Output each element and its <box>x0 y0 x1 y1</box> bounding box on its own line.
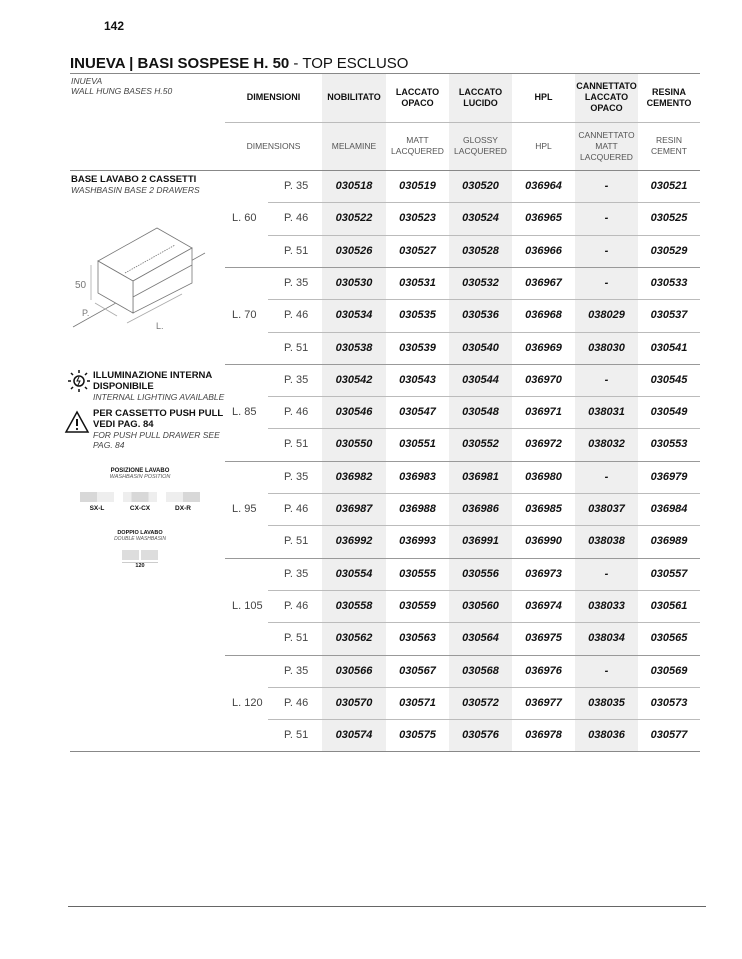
column-header-en: MELAMINE <box>331 140 377 151</box>
article-code: 038036 <box>588 729 625 742</box>
article-code: 030527 <box>399 244 436 257</box>
article-code: 036989 <box>650 535 688 548</box>
article-code: 036977 <box>525 696 562 709</box>
article-code: 030546 <box>335 406 373 419</box>
article-code: 036980 <box>525 470 562 483</box>
article-code: 036984 <box>650 503 688 515</box>
column-header-en: HPL <box>535 140 552 151</box>
article-code: 030563 <box>399 632 436 645</box>
position-option-dx: DX-R <box>175 505 191 512</box>
position-dx-diagram <box>166 492 200 502</box>
article-code: 030524 <box>462 212 499 225</box>
article-code: 030539 <box>399 341 436 354</box>
article-code: 038038 <box>588 535 625 548</box>
article-code: - <box>604 212 609 225</box>
column-header-it: RESINA CEMENTO <box>646 86 692 108</box>
article-code: 036968 <box>525 309 562 322</box>
article-code: 030566 <box>335 664 373 677</box>
article-code: 030547 <box>399 406 436 419</box>
article-code: - <box>604 567 609 580</box>
depth-label: P. 51 <box>284 729 309 742</box>
article-code: 038031 <box>588 406 625 419</box>
article-code: 030551 <box>399 438 436 451</box>
article-code: 030518 <box>335 180 373 192</box>
column-header-en: CANNETTATO MATT LACQUERED <box>578 129 635 162</box>
article-code: 030569 <box>650 664 688 677</box>
position-cx-diagram <box>123 492 157 502</box>
depth-label: P. 51 <box>284 244 309 257</box>
article-code: - <box>604 664 609 677</box>
article-code: 030531 <box>399 276 436 289</box>
series-name: INUEVA <box>71 76 103 86</box>
article-code: - <box>604 373 609 386</box>
article-code: 036987 <box>335 503 373 515</box>
article-code: 036981 <box>462 470 499 483</box>
article-code: 030537 <box>650 309 688 322</box>
double-width: 120 <box>122 562 158 569</box>
article-code: 036965 <box>525 212 562 225</box>
article-code: 036991 <box>462 535 499 548</box>
position-sx-diagram <box>80 492 114 502</box>
article-code: 030521 <box>650 180 688 192</box>
article-code: 036975 <box>525 632 562 645</box>
article-code: 030555 <box>399 567 436 580</box>
article-code: 030570 <box>335 696 373 709</box>
depth-label: P. 46 <box>284 212 309 225</box>
depth-label: P. 35 <box>284 180 309 192</box>
width-label: L. 105 <box>232 600 263 613</box>
depth-label: P. 51 <box>284 438 309 451</box>
warning-icon <box>64 410 90 439</box>
article-code: 030564 <box>462 632 499 645</box>
footer-rule <box>68 906 706 907</box>
depth-label: P. 46 <box>284 406 309 419</box>
article-code: 036976 <box>525 664 562 677</box>
article-code: 030545 <box>650 373 688 386</box>
page-title <box>70 55 408 72</box>
article-code: 038033 <box>588 599 625 612</box>
depth-label: P. 51 <box>284 341 309 354</box>
push-pull-note-sub: FOR PUSH PULL DRAWER SEE PAG. 84 <box>93 430 220 450</box>
column-header-en: DIMENSIONS <box>246 140 301 151</box>
article-code: 036964 <box>525 180 562 192</box>
article-code: 030543 <box>399 373 436 386</box>
article-code: 030536 <box>462 309 499 322</box>
depth-label: P. 35 <box>284 664 309 677</box>
lighting-note-sub: INTERNAL LIGHTING AVAILABLE <box>93 392 225 402</box>
article-code: 036970 <box>525 373 562 386</box>
width-label: L. 120 <box>232 696 263 709</box>
width-label: L. 60 <box>232 212 257 225</box>
page-number: 142 <box>104 19 125 33</box>
depth-label: P. <box>82 308 90 318</box>
article-code: 030571 <box>399 696 436 709</box>
article-code: 030552 <box>462 438 499 451</box>
article-code: 036990 <box>525 535 562 548</box>
position-option-sx: SX-L <box>89 505 105 512</box>
article-code: 036985 <box>525 503 562 515</box>
article-code: 036982 <box>335 470 373 483</box>
position-title: POSIZIONE LAVABO <box>110 468 170 474</box>
depth-label: P. 35 <box>284 567 309 580</box>
article-code: 030541 <box>650 341 688 354</box>
product-name-en: WASHBASIN BASE 2 DRAWERS <box>71 185 200 195</box>
lighting-note-title: ILLUMINAZIONE INTERNA DISPONIBILE <box>93 370 212 392</box>
article-code: 036967 <box>525 276 562 289</box>
article-code: 030538 <box>335 341 373 354</box>
header-divider <box>225 122 700 123</box>
title-suffix: - TOP ESCLUSO <box>289 55 409 72</box>
article-code: 038035 <box>588 696 625 709</box>
article-code: 030519 <box>399 180 436 192</box>
article-code: 030532 <box>462 276 499 289</box>
depth-label: P. 35 <box>284 276 309 289</box>
article-code: 038030 <box>588 341 625 354</box>
article-code: 036974 <box>525 599 562 612</box>
depth-label: P. 46 <box>284 696 309 709</box>
article-code: 030558 <box>335 599 373 612</box>
height-label: 50 <box>75 280 87 291</box>
light-icon <box>66 369 96 393</box>
article-code: 030526 <box>335 244 373 257</box>
article-code: 036973 <box>525 567 562 580</box>
position-sub: WASHBASIN POSITION <box>109 474 171 480</box>
double-title: DOPPIO LAVABO <box>117 530 163 536</box>
depth-label: P. 46 <box>284 309 309 322</box>
depth-label: P. 35 <box>284 373 309 386</box>
article-code: 038034 <box>588 632 625 645</box>
series-name-en: WALL HUNG BASES H.50 <box>71 86 173 96</box>
push-pull-note-title: PER CASSETTO PUSH PULL VEDI PAG. 84 <box>93 408 224 430</box>
article-code: 030525 <box>650 212 688 225</box>
article-code: 036988 <box>399 503 436 515</box>
cabinet-drawing <box>65 205 225 335</box>
article-code: 030520 <box>462 180 499 192</box>
article-code: 030528 <box>462 244 499 257</box>
article-code: 036978 <box>525 729 562 742</box>
article-code: 030554 <box>335 567 373 580</box>
article-code: 030550 <box>335 438 373 451</box>
article-code: 036969 <box>525 341 562 354</box>
article-code: 030560 <box>462 599 499 612</box>
width-label: L. 70 <box>232 309 257 322</box>
article-code: 030576 <box>462 729 499 742</box>
article-code: 030557 <box>650 567 688 580</box>
article-code: 036986 <box>462 503 499 515</box>
column-header-en: GLOSSY LACQUERED <box>454 135 507 156</box>
article-code: 030556 <box>462 567 499 580</box>
column-header-it: NOBILITATO <box>327 92 381 102</box>
article-code: 036979 <box>650 470 688 483</box>
article-code: - <box>604 276 609 289</box>
article-code: 038032 <box>588 438 625 451</box>
article-code: 030542 <box>335 373 373 386</box>
column-header-it: HPL <box>534 92 553 102</box>
article-code: 036966 <box>525 244 562 257</box>
article-code: 030548 <box>462 406 499 419</box>
article-code: - <box>604 470 609 483</box>
washbasin-position <box>80 468 200 512</box>
depth-label: P. 51 <box>284 535 309 548</box>
article-code: 030573 <box>650 696 688 709</box>
article-code: 030553 <box>650 438 688 451</box>
article-code: 030533 <box>650 276 688 289</box>
lighting-note <box>93 370 228 402</box>
article-code: 038029 <box>588 309 625 322</box>
article-code: 036993 <box>399 535 436 548</box>
article-code: 030572 <box>462 696 499 709</box>
article-code: 030575 <box>399 729 436 742</box>
push-pull-note <box>93 408 228 450</box>
article-code: 036983 <box>399 470 436 483</box>
article-code: 030529 <box>650 244 688 257</box>
article-code: 030567 <box>399 664 436 677</box>
article-code: 030535 <box>399 309 436 322</box>
column-header-en: RESIN CEMENT <box>651 135 687 156</box>
column-header-it: LACCATO OPACO <box>395 86 440 108</box>
article-code: 030549 <box>650 406 688 419</box>
article-code: 036992 <box>335 535 373 548</box>
series-label <box>71 76 172 96</box>
product-label <box>71 174 200 195</box>
article-code: - <box>604 244 609 257</box>
article-code: 030568 <box>462 664 499 677</box>
column-header-it: CANNETTATO LACCATO OPACO <box>576 81 637 113</box>
depth-label: P. 46 <box>284 503 309 515</box>
article-code: 030544 <box>462 373 499 386</box>
article-code: 030562 <box>335 632 373 645</box>
depth-label: P. 51 <box>284 632 309 645</box>
depth-label: P. 35 <box>284 470 309 483</box>
table-bottom-rule <box>70 751 700 752</box>
width-label: L. <box>156 321 164 331</box>
width-label: L. 85 <box>232 406 257 419</box>
double-washbasin <box>100 530 180 569</box>
article-code: 030574 <box>335 729 373 742</box>
article-code: 030534 <box>335 309 373 322</box>
article-code: - <box>604 180 609 192</box>
article-code: 030577 <box>650 729 688 742</box>
column-header-en: MATT LACQUERED <box>391 135 444 156</box>
article-code: 038037 <box>588 503 625 515</box>
article-code: 030561 <box>650 599 688 612</box>
article-code: 030559 <box>399 599 436 612</box>
position-option-cx: CX-CX <box>129 505 151 512</box>
article-code: 030540 <box>462 341 499 354</box>
article-code: 036971 <box>525 406 562 419</box>
product-name: BASE LAVABO 2 CASSETTI <box>71 174 197 185</box>
article-code: 030522 <box>335 212 373 225</box>
width-label: L. 95 <box>232 503 257 516</box>
article-code: 030530 <box>335 276 373 289</box>
column-header-it: LACCATO LUCIDO <box>458 86 503 108</box>
article-code: 030565 <box>650 632 688 645</box>
depth-label: P. 46 <box>284 599 309 612</box>
double-sub: DOUBLE WASHBASIN <box>114 536 166 542</box>
article-code: 036972 <box>525 438 562 451</box>
column-header-it: DIMENSIONI <box>246 92 301 102</box>
title-main: INUEVA | BASI SOSPESE H. 50 <box>70 55 290 72</box>
article-code: 030523 <box>399 212 436 225</box>
